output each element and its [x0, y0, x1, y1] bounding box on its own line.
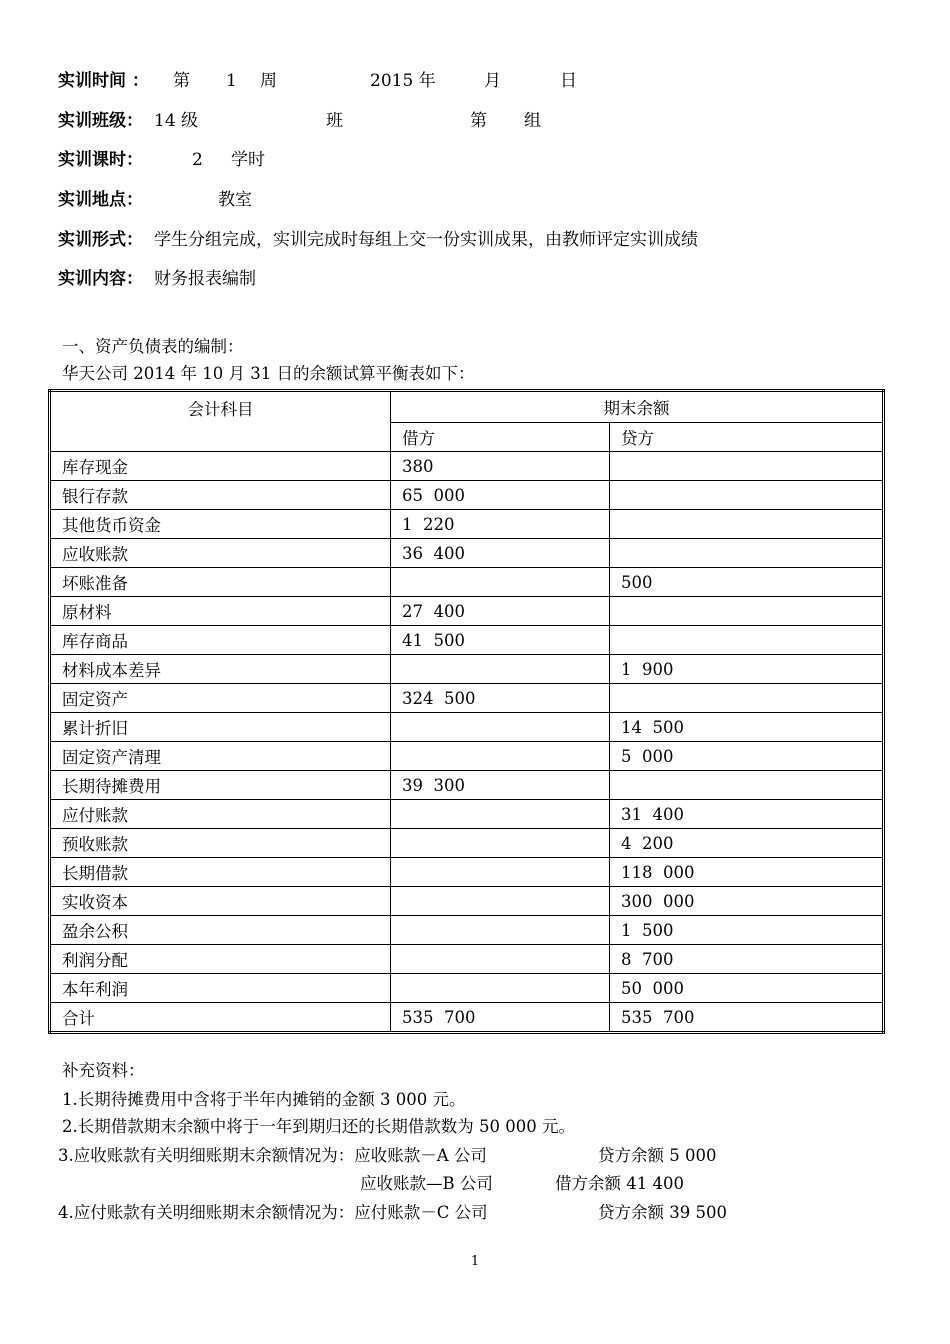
grade-value: 14 级 [154, 111, 199, 131]
table-row [50, 887, 884, 916]
table-row [50, 568, 884, 597]
table-row [50, 684, 884, 713]
cell-debit [391, 916, 610, 945]
cell-credit [610, 510, 884, 539]
cell-debit: 36 400 [391, 539, 610, 568]
training-class-line [58, 110, 658, 132]
cell-debit [391, 887, 610, 916]
cell-credit: 8 700 [610, 945, 884, 974]
content-value: 财务报表编制 [154, 269, 256, 289]
table-row [50, 771, 884, 800]
cell-subject: 预收账款 [50, 829, 391, 858]
cell-debit [391, 742, 610, 771]
week-prefix: 第 [173, 71, 190, 91]
table-row [50, 916, 884, 945]
cell-debit [391, 858, 610, 887]
cell-subject: 实收资本 [50, 887, 391, 916]
supplement-item-3-b-balance: 借方余额 41 400 [555, 1174, 684, 1193]
cell-subject: 固定资产清理 [50, 742, 391, 771]
header-debit: 借方 [391, 423, 610, 452]
group-suffix: 组 [524, 111, 541, 131]
cell-debit: 41 500 [391, 626, 610, 655]
table-row [50, 452, 884, 481]
training-hours-line [58, 149, 658, 171]
cell-credit: 118 000 [610, 858, 884, 887]
table-row [50, 800, 884, 829]
cell-subject: 合计 [50, 1003, 391, 1033]
cell-debit [391, 713, 610, 742]
cell-subject: 应收账款 [50, 539, 391, 568]
cell-credit: 4 200 [610, 829, 884, 858]
cell-debit: 535 700 [391, 1003, 610, 1033]
cell-debit [391, 568, 610, 597]
cell-subject: 累计折旧 [50, 713, 391, 742]
training-time-line [58, 70, 658, 92]
cell-credit: 5 000 [610, 742, 884, 771]
cell-credit: 1 900 [610, 655, 884, 684]
table-row [50, 655, 884, 684]
supplement-item-4: 4.应付账款有关明细账期末余额情况为：应付账款－C 公司 [58, 1203, 488, 1222]
cell-subject: 坏账准备 [50, 568, 391, 597]
cell-credit [610, 539, 884, 568]
cell-debit [391, 974, 610, 1003]
cell-debit: 27 400 [391, 597, 610, 626]
cell-subject: 材料成本差异 [50, 655, 391, 684]
table-row [50, 858, 884, 887]
table-row [50, 481, 884, 510]
training-location-line [58, 189, 658, 211]
supplement-item-3: 3.应收账款有关明细账期末余额情况为：应收账款－A 公司 [58, 1146, 487, 1165]
cell-debit: 1 220 [391, 510, 610, 539]
cell-subject: 长期借款 [50, 858, 391, 887]
location-value: 教室 [218, 190, 252, 210]
week-number: 1 [226, 71, 237, 91]
section-intro: 华天公司 2014 年 10 月 31 日的余额试算平衡表如下： [62, 364, 475, 383]
cell-subject: 其他货币资金 [50, 510, 391, 539]
cell-debit [391, 945, 610, 974]
year-value: 2015 年 [370, 71, 436, 91]
training-hours-label: 实训课时： [58, 150, 143, 170]
cell-credit: 50 000 [610, 974, 884, 1003]
cell-credit: 31 400 [610, 800, 884, 829]
training-form-line [58, 229, 858, 251]
group-prefix: 第 [470, 111, 487, 131]
cell-subject: 应付账款 [50, 800, 391, 829]
cell-debit: 65 000 [391, 481, 610, 510]
training-content-label: 实训内容： [58, 269, 143, 289]
cell-credit [610, 626, 884, 655]
training-time-label: 实训时间 ： [58, 71, 149, 91]
cell-debit [391, 829, 610, 858]
trial-balance-table [48, 389, 885, 1034]
training-location-label: 实训地点： [58, 190, 143, 210]
month-label: 月 [484, 71, 501, 91]
cell-credit: 14 500 [610, 713, 884, 742]
cell-credit [610, 771, 884, 800]
table-row [50, 713, 884, 742]
cell-debit: 324 500 [391, 684, 610, 713]
cell-subject: 盈余公积 [50, 916, 391, 945]
supplement-title: 补充资料： [62, 1061, 145, 1080]
supplement-item-3-b-account: 应收账款—B 公司 [360, 1174, 493, 1193]
supplement-item-4-balance: 贷方余额 39 500 [598, 1203, 727, 1222]
supplement-item-3-balance: 贷方余额 5 000 [598, 1146, 717, 1165]
table-row [50, 829, 884, 858]
training-class-label: 实训班级： [58, 111, 143, 131]
page-number: 1 [470, 1254, 480, 1269]
cell-subject: 利润分配 [50, 945, 391, 974]
cell-credit: 535 700 [610, 1003, 884, 1033]
hours-value: 2 [192, 150, 203, 170]
table-row [50, 597, 884, 626]
table-row [50, 539, 884, 568]
cell-credit [610, 684, 884, 713]
header-credit: 贷方 [610, 423, 884, 452]
section-heading: 一、资产负债表的编制： [62, 337, 244, 356]
cell-subject: 固定资产 [50, 684, 391, 713]
supplement-item-2: 2.长期借款期末余额中将于一年到期归还的长期借款数为 50 000 元。 [62, 1117, 575, 1136]
cell-subject: 库存商品 [50, 626, 391, 655]
cell-subject: 长期待摊费用 [50, 771, 391, 800]
cell-credit [610, 597, 884, 626]
training-form-label: 实训形式： [58, 230, 143, 250]
cell-credit: 1 500 [610, 916, 884, 945]
table-row [50, 742, 884, 771]
cell-debit [391, 800, 610, 829]
cell-subject: 库存现金 [50, 452, 391, 481]
table-row [50, 510, 884, 539]
header-ending-balance: 期末余额 [391, 391, 884, 423]
cell-credit: 300 000 [610, 887, 884, 916]
table-row [50, 945, 884, 974]
cell-credit: 500 [610, 568, 884, 597]
table-row [50, 974, 884, 1003]
week-suffix: 周 [260, 71, 277, 91]
cell-credit [610, 481, 884, 510]
header-subject: 会计科目 [50, 391, 391, 452]
cell-subject: 原材料 [50, 597, 391, 626]
cell-credit [610, 452, 884, 481]
cell-subject: 本年利润 [50, 974, 391, 1003]
form-value: 学生分组完成，实训完成时每组上交一份实训成果，由教师评定实训成绩 [154, 230, 698, 250]
supplement-item-1: 1.长期待摊费用中含将于半年内摊销的金额 3 000 元。 [62, 1090, 466, 1109]
cell-debit [391, 655, 610, 684]
table-header-row [50, 391, 884, 423]
table-row [50, 626, 884, 655]
class-word: 班 [326, 111, 343, 131]
hours-unit: 学时 [231, 150, 265, 170]
training-content-line [58, 268, 658, 290]
day-label: 日 [560, 71, 577, 91]
table-row [50, 1003, 884, 1033]
cell-subject: 银行存款 [50, 481, 391, 510]
cell-debit: 380 [391, 452, 610, 481]
cell-debit: 39 300 [391, 771, 610, 800]
